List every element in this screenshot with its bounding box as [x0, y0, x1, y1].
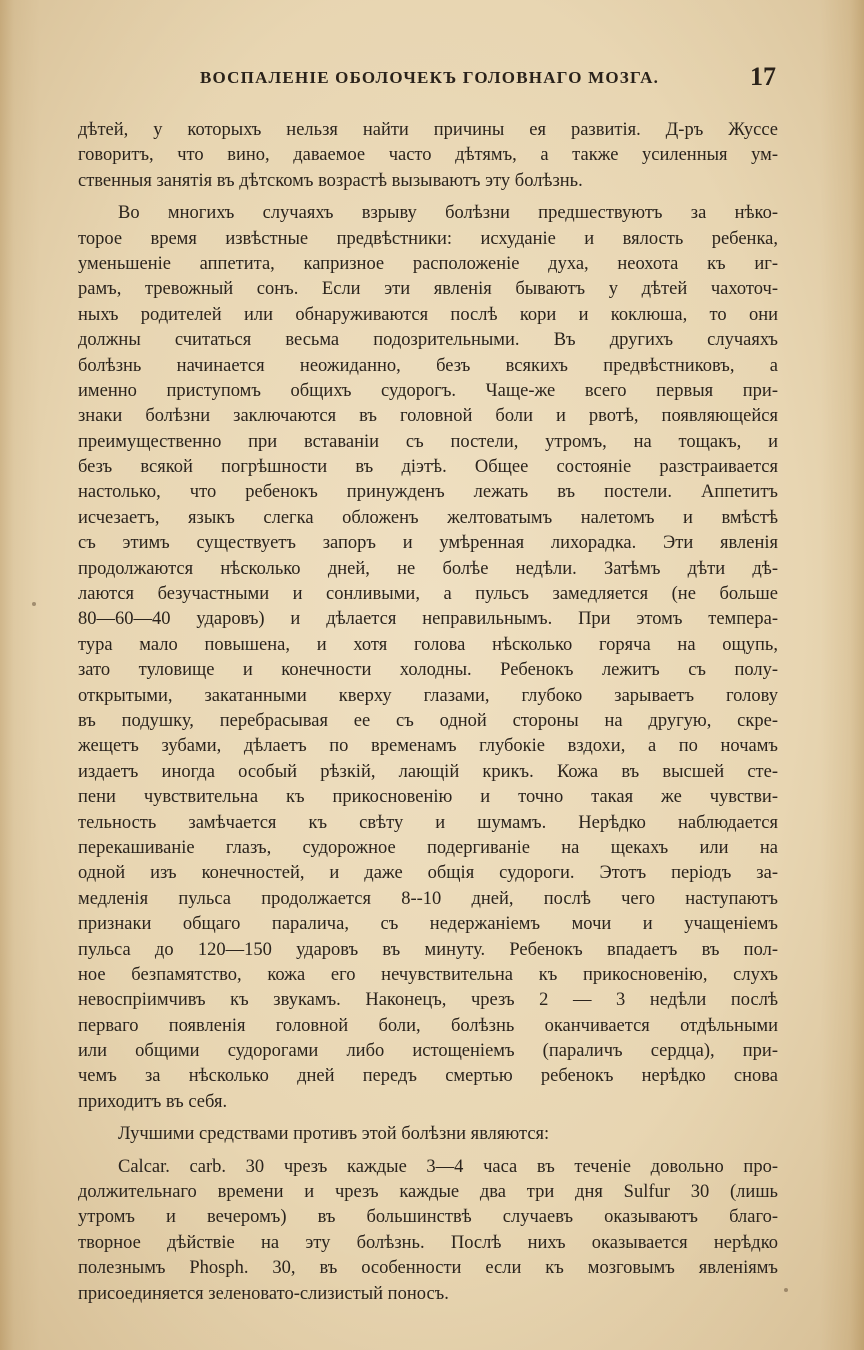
text-line: продолжаются нѣсколько дней, не болѣе недѣли. Затѣмъ дѣти дѣ- [78, 558, 778, 579]
paragraph-gap [78, 194, 778, 201]
text-line: лаются безучастными и сонливыми, а пульсъ замедляется (не больше [78, 584, 778, 605]
text-line: Во многихъ случаяхъ взрыву болѣзни предшествуютъ за нѣко- [118, 203, 778, 224]
text-line: перваго появленія головной боли, болѣзнь оканчивается отдѣльными [78, 1015, 778, 1036]
text-line: въ подушку, перебрасывая ее съ одной стороны на другую, скре- [78, 710, 778, 731]
text-line: болѣзнь начинается неожиданно, безъ всякихъ предвѣстниковъ, а [78, 355, 778, 376]
text-line: признаки общаго паралича, съ недержаніемъ мочи и учащеніемъ [78, 914, 778, 935]
text-line: 80—60—40 ударовъ) и дѣлается неправильнымъ. При этомъ темпера- [78, 609, 778, 630]
paragraph-gap [78, 1148, 778, 1155]
text-line: ныхъ родителей или обнаруживаются послѣ кори и коклюша, то они [78, 304, 778, 325]
text-line: съ этимъ существуетъ запоръ и умѣренная лихорадка. Эти явленія [78, 533, 778, 554]
text-line: именно приступомъ общихъ судорогъ. Чаще-же всего первыя при- [78, 380, 778, 401]
text-line: ственныя занятія въ дѣтскомъ возрастѣ вызываютъ эту болѣзнь. [78, 170, 583, 191]
text-line: дѣтей, у которыхъ нельзя найти причины ея развитія. Д-ръ Жуссе [78, 120, 778, 140]
text-line: рамъ, тревожный сонъ. Если эти явленія бываютъ у дѣтей чахоточ- [78, 279, 778, 300]
text-line: перекашиваніе глазъ, судорожное подергиваніе на щекахъ или на [78, 837, 778, 858]
running-head: ВОСПАЛЕНІЕ ОБОЛОЧЕКЪ ГОЛОВНАГО МОЗГА. [200, 68, 660, 87]
paper-speck [32, 602, 36, 606]
page-number: 17 [750, 62, 776, 91]
text-line: безъ всякой погрѣшности въ діэтѣ. Общее состояніе разстраивается [78, 457, 778, 478]
paragraph-gap [78, 1115, 778, 1122]
text-line: торое время извѣстные предвѣстники: исхуданіе и вялость ребенка, [78, 228, 778, 249]
text-line: медленія пульса продолжается 8--10 дней, послѣ чего наступаютъ [78, 888, 778, 909]
page-header [200, 62, 776, 96]
body-text [78, 118, 778, 1307]
text-line: должны считаться весьма подозрительными. Въ другихъ случаяхъ [78, 330, 778, 351]
text-line: творное дѣйствіе на эту болѣзнь. Послѣ нихъ оказывается нерѣдко [78, 1232, 778, 1253]
paper-speck [784, 1288, 788, 1292]
text-line: одной изъ конечностей, и даже общія судороги. Этотъ періодъ за- [78, 863, 778, 884]
text-line: говоритъ, что вино, даваемое часто дѣтямъ, а также усиленныя ум- [78, 145, 778, 166]
text-line: Calcar. carb. 30 чрезъ каждые 3—4 часа въ теченіе довольно про- [118, 1156, 778, 1177]
text-line: уменьшеніе аппетита, капризное расположеніе духа, неохота къ иг- [78, 253, 778, 274]
text-line: приходитъ въ себя. [78, 1091, 228, 1112]
text-line: полезнымъ Phosph. 30, въ особенности если къ мозговымъ явленіямъ [78, 1258, 778, 1279]
text-line: тельность замѣчается къ свѣту и шумамъ. Нерѣдко наблюдается [78, 812, 778, 833]
text-line: преимущественно при вставаніи съ постели, утромъ, на тощакъ, и [78, 431, 778, 452]
text-line: тура мало повышена, и хотя голова нѣсколько горяча на ощупь, [78, 634, 778, 655]
text-line: присоединяется зеленовато-слизистый поносъ. [78, 1283, 449, 1304]
text-line: жещетъ зубами, дѣлаетъ по временамъ глубокіе вздохи, а по ночамъ [78, 736, 778, 757]
text-line: Лучшими средствами противъ этой болѣзни являются: [118, 1124, 550, 1145]
text-line: пульса до 120—150 ударовъ въ минуту. Ребенокъ впадаетъ въ пол- [78, 939, 778, 960]
paragraph [78, 118, 778, 194]
paragraph [78, 1122, 778, 1147]
text-line: знаки болѣзни заключаются въ головной боли и рвотѣ, появляющейся [78, 406, 778, 427]
text-line: чемъ за нѣсколько дней передъ смертью ребенокъ нерѣдко снова [78, 1066, 778, 1087]
text-line: ное безпамятство, кожа его нечувствительна къ прикосновенію, слухъ [78, 964, 778, 985]
paragraph [78, 1155, 778, 1307]
text-line: утромъ и вечеромъ) въ большинствѣ случаевъ оказываютъ благо- [78, 1207, 778, 1228]
text-line: настолько, что ребенокъ принужденъ лежать въ постели. Аппетитъ [78, 482, 778, 503]
text-line: должительнаго времени и чрезъ каждые два три дня Sulfur 30 (лишь [78, 1182, 778, 1203]
text-line: издаетъ иногда особый рѣзкій, лающій крикъ. Кожа въ высшей сте- [78, 761, 778, 782]
text-line: исчезаетъ, языкъ слегка обложенъ желтоватымъ налетомъ и вмѣстѣ [78, 507, 778, 528]
text-line: пени чувствительна къ прикосновенію и точно такая же чувстви- [78, 787, 778, 808]
text-line: открытыми, закатанными кверху глазами, глубоко зарываетъ голову [78, 685, 778, 706]
text-line: или общими судорогами либо истощеніемъ (параличъ сердца), при- [78, 1041, 778, 1062]
text-line: невоспріимчивъ къ звукамъ. Наконецъ, чрезъ 2 — 3 недѣли послѣ [78, 990, 778, 1011]
paragraph [78, 201, 778, 1115]
text-line: зато туловище и конечности холодны. Ребенокъ лежитъ съ полу- [78, 660, 778, 681]
